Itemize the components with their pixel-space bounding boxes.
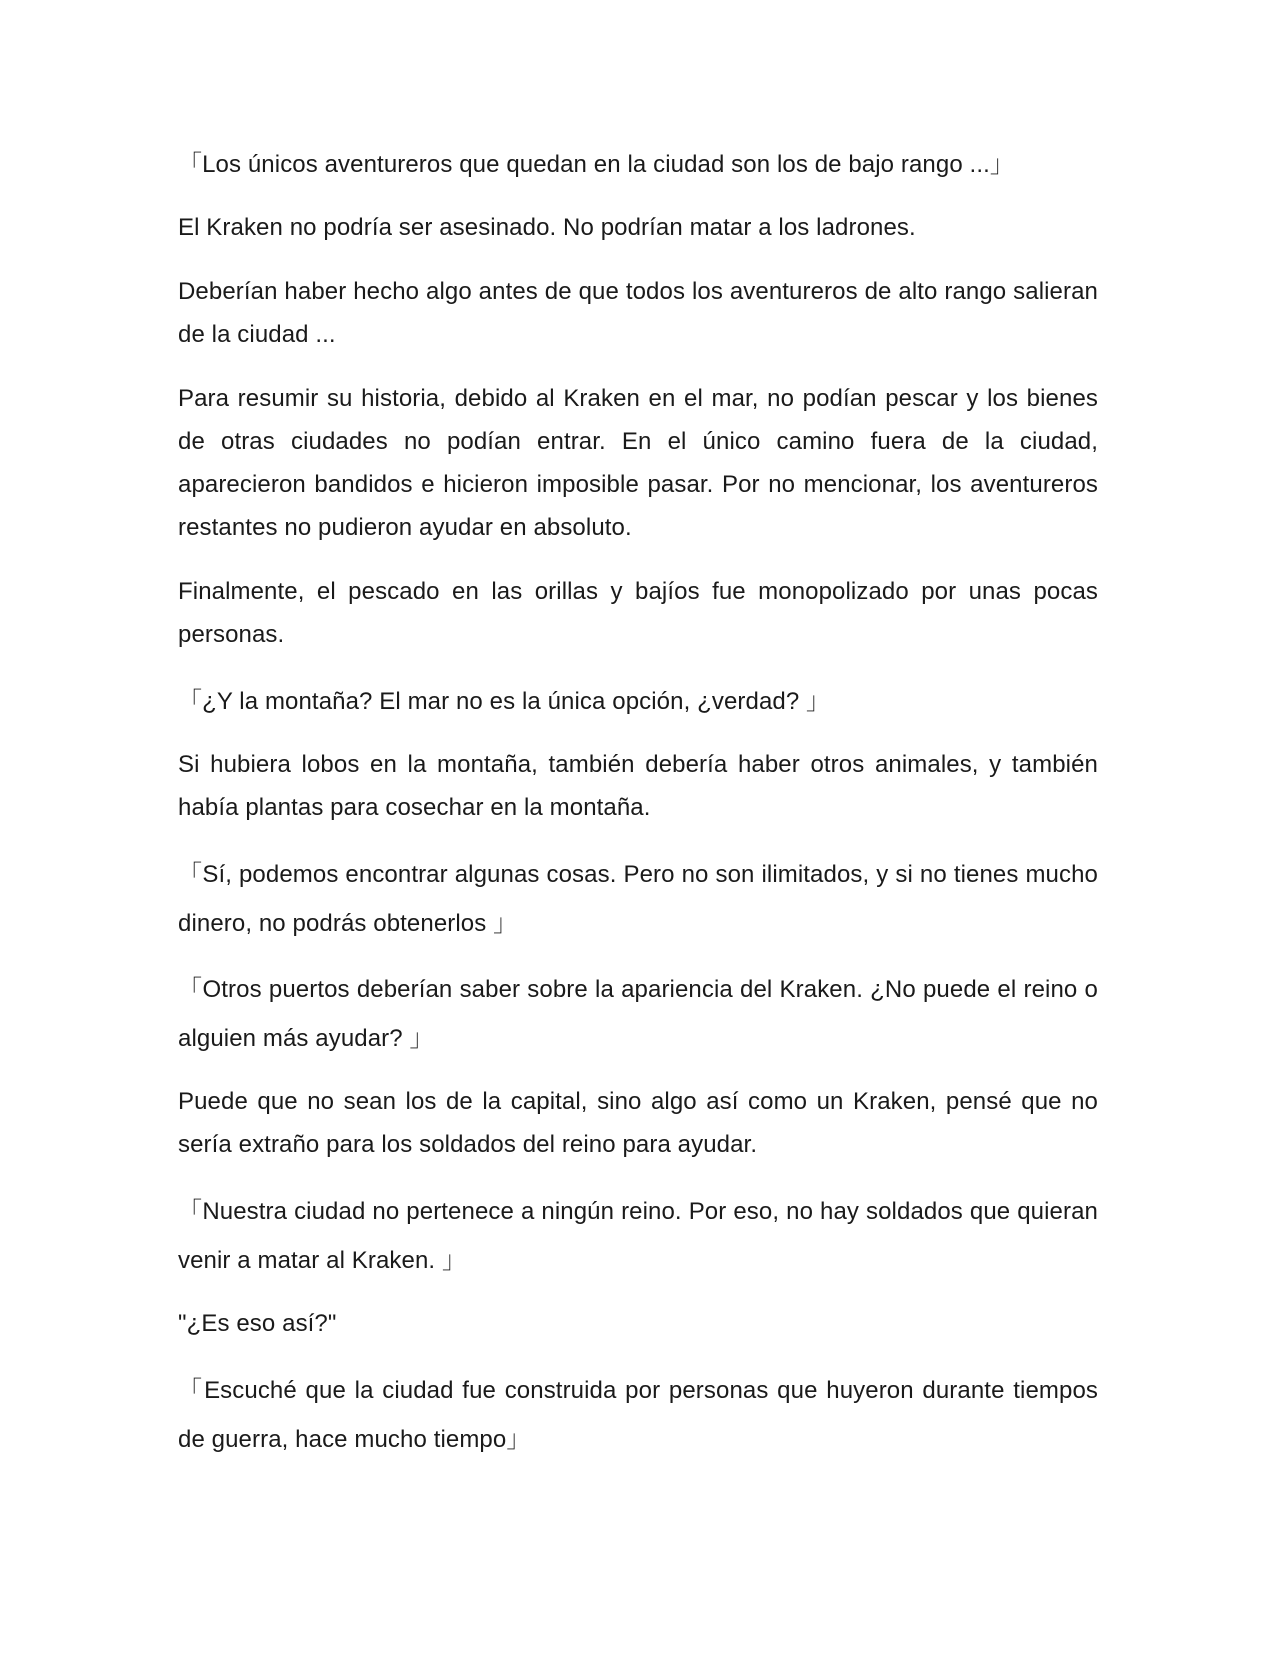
dialog-paragraph: 「Los únicos aventureros que quedan en la ciudad son los de bajo rango ...」 (178, 151, 1014, 178)
dialog-paragraph: 「Otros puertos deberían saber sobre la apariencia del Kraken. ¿No puede el reino o alguien más ayudar? 」 (178, 976, 1098, 1052)
narration-paragraph: Si hubiera lobos en la montaña, también debería haber otros animales, y también había plantas para cosechar en la montaña. (178, 751, 1098, 821)
narration-paragraph: Para resumir su historia, debido al Kraken en el mar, no podían pescar y los bienes de otras ciudades no podían entrar. En el único camino fuera de la ciudad, aparecieron bandidos e hicieron imposible pasar. Por no mencionar, los aventureros restantes no pudieron ayudar en absoluto. (178, 385, 1098, 541)
narration-paragraph: Finalmente, el pescado en las orillas y bajíos fue monopolizado por unas pocas personas. (178, 578, 1098, 648)
dialog-paragraph: 「Nuestra ciudad no pertenece a ningún reino. Por eso, no hay soldados que quieran venir a matar al Kraken. 」 (178, 1198, 1098, 1274)
dialog-paragraph: 「Sí, podemos encontrar algunas cosas. Pero no son ilimitados, y si no tienes mucho dinero, no podrás obtenerlos 」 (178, 861, 1098, 937)
narration-paragraph: "¿Es eso así?" (178, 1310, 337, 1337)
document-page (178, 140, 1098, 1481)
narration-paragraph: Deberían haber hecho algo antes de que todos los aventureros de alto rango salieran de la ciudad ... (178, 278, 1098, 348)
dialog-paragraph: 「Escuché que la ciudad fue construida por personas que huyeron durante tiempos de guerra, hace mucho tiempo」 (178, 1377, 1098, 1453)
narration-paragraph: El Kraken no podría ser asesinado. No podrían matar a los ladrones. (178, 214, 916, 241)
narration-paragraph: Puede que no sean los de la capital, sino algo así como un Kraken, pensé que no sería extraño para los soldados del reino para ayudar. (178, 1088, 1098, 1158)
dialog-paragraph: 「¿Y la montaña? El mar no es la única opción, ¿verdad? 」 (178, 688, 831, 715)
